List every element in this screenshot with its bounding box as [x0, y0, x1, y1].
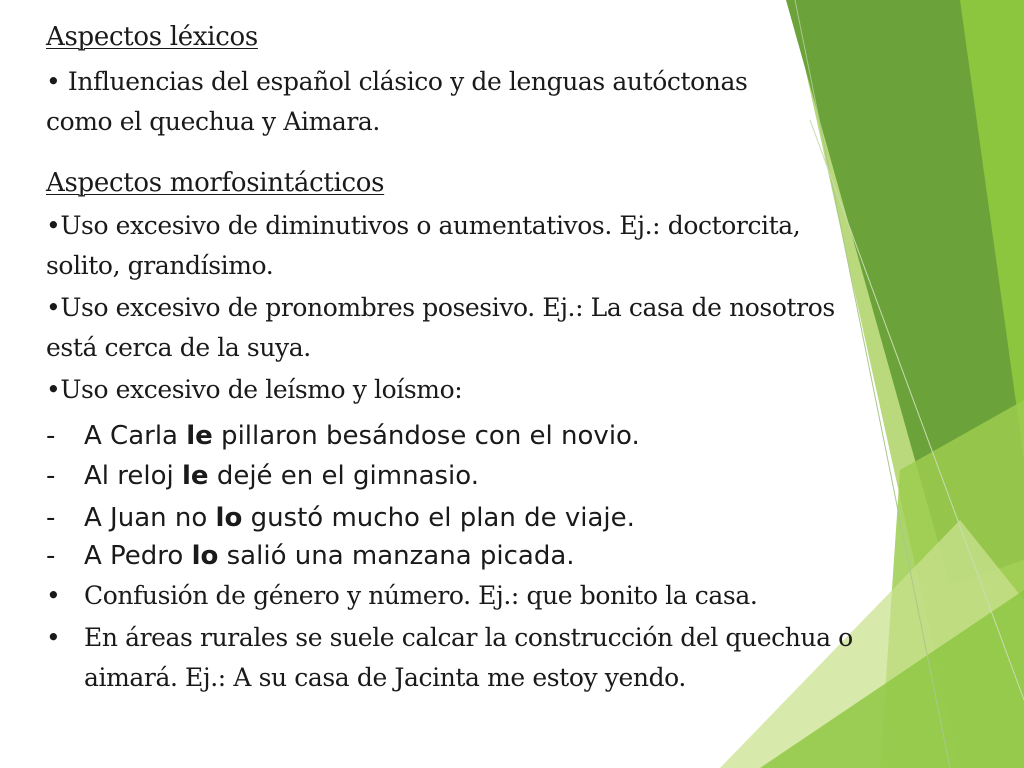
example-3-pronoun: lo: [215, 503, 243, 533]
example-2-pronoun: le: [182, 461, 209, 491]
example-1: [46, 416, 640, 456]
morpho-bullet-2-line-2: está cerca de la suya.: [46, 333, 311, 362]
example-1-pronoun: le: [186, 421, 213, 451]
example-2: [46, 456, 479, 496]
lexical-paragraph: [46, 62, 747, 142]
final-bullet-1-line-1: Confusión de género y número. Ej.: que bonito la casa.: [84, 581, 758, 610]
bullet-icon: •: [46, 67, 61, 96]
morpho-bullet-1: [46, 206, 800, 286]
morpho-bullet-3-line-1: Uso excesivo de leísmo y loísmo:: [60, 375, 463, 404]
example-3-pre: A Juan no: [84, 503, 216, 533]
example-3-post: gustó mucho el plan de viaje.: [242, 503, 635, 533]
example-4-pronoun: lo: [191, 541, 219, 571]
example-4-pre: A Pedro: [84, 541, 192, 571]
example-4: [46, 536, 575, 576]
morpho-heading: Aspectos morfosintácticos: [46, 168, 385, 198]
dash-icon: -: [46, 503, 56, 533]
bullet-icon: •: [46, 293, 61, 322]
morpho-bullet-3: [46, 370, 462, 410]
example-2-post: dejé en el gimnasio.: [208, 461, 479, 491]
final-bullet-1: [46, 576, 757, 616]
morpho-bullet-1-line-2: solito, grandísimo.: [46, 251, 274, 280]
bullet-icon: •: [46, 375, 61, 404]
example-2-pre: Al reloj: [84, 461, 183, 491]
dash-icon: -: [46, 421, 56, 451]
final-bullet-2: [46, 618, 853, 698]
bullet-icon: •: [46, 581, 61, 610]
final-bullet-2-line-2: aimará. Ej.: A su casa de Jacinta me estoy yendo.: [84, 663, 686, 692]
example-3: [46, 498, 635, 538]
morpho-bullet-1-line-1: Uso excesivo de diminutivos o aumentativos. Ej.: doctorcita,: [60, 211, 801, 240]
dash-icon: -: [46, 541, 56, 571]
final-bullet-2-line-1: En áreas rurales se suele calcar la construcción del quechua o: [84, 623, 853, 652]
lexical-heading: Aspectos léxicos: [46, 22, 258, 52]
example-1-pre: A Carla: [84, 421, 187, 451]
bullet-icon: •: [46, 211, 61, 240]
morpho-bullet-2-line-1: Uso excesivo de pronombres posesivo. Ej.: La casa de nosotros: [60, 293, 835, 322]
example-1-post: pillaron besándose con el novio.: [212, 421, 640, 451]
morpho-bullet-2: [46, 288, 835, 368]
bullet-icon: •: [46, 623, 61, 652]
lexical-line-1: Influencias del español clásico y de lenguas autóctonas: [67, 67, 748, 96]
dash-icon: -: [46, 461, 56, 491]
lexical-line-2: como el quechua y Aimara.: [46, 107, 380, 136]
example-4-post: salió una manzana picada.: [218, 541, 575, 571]
